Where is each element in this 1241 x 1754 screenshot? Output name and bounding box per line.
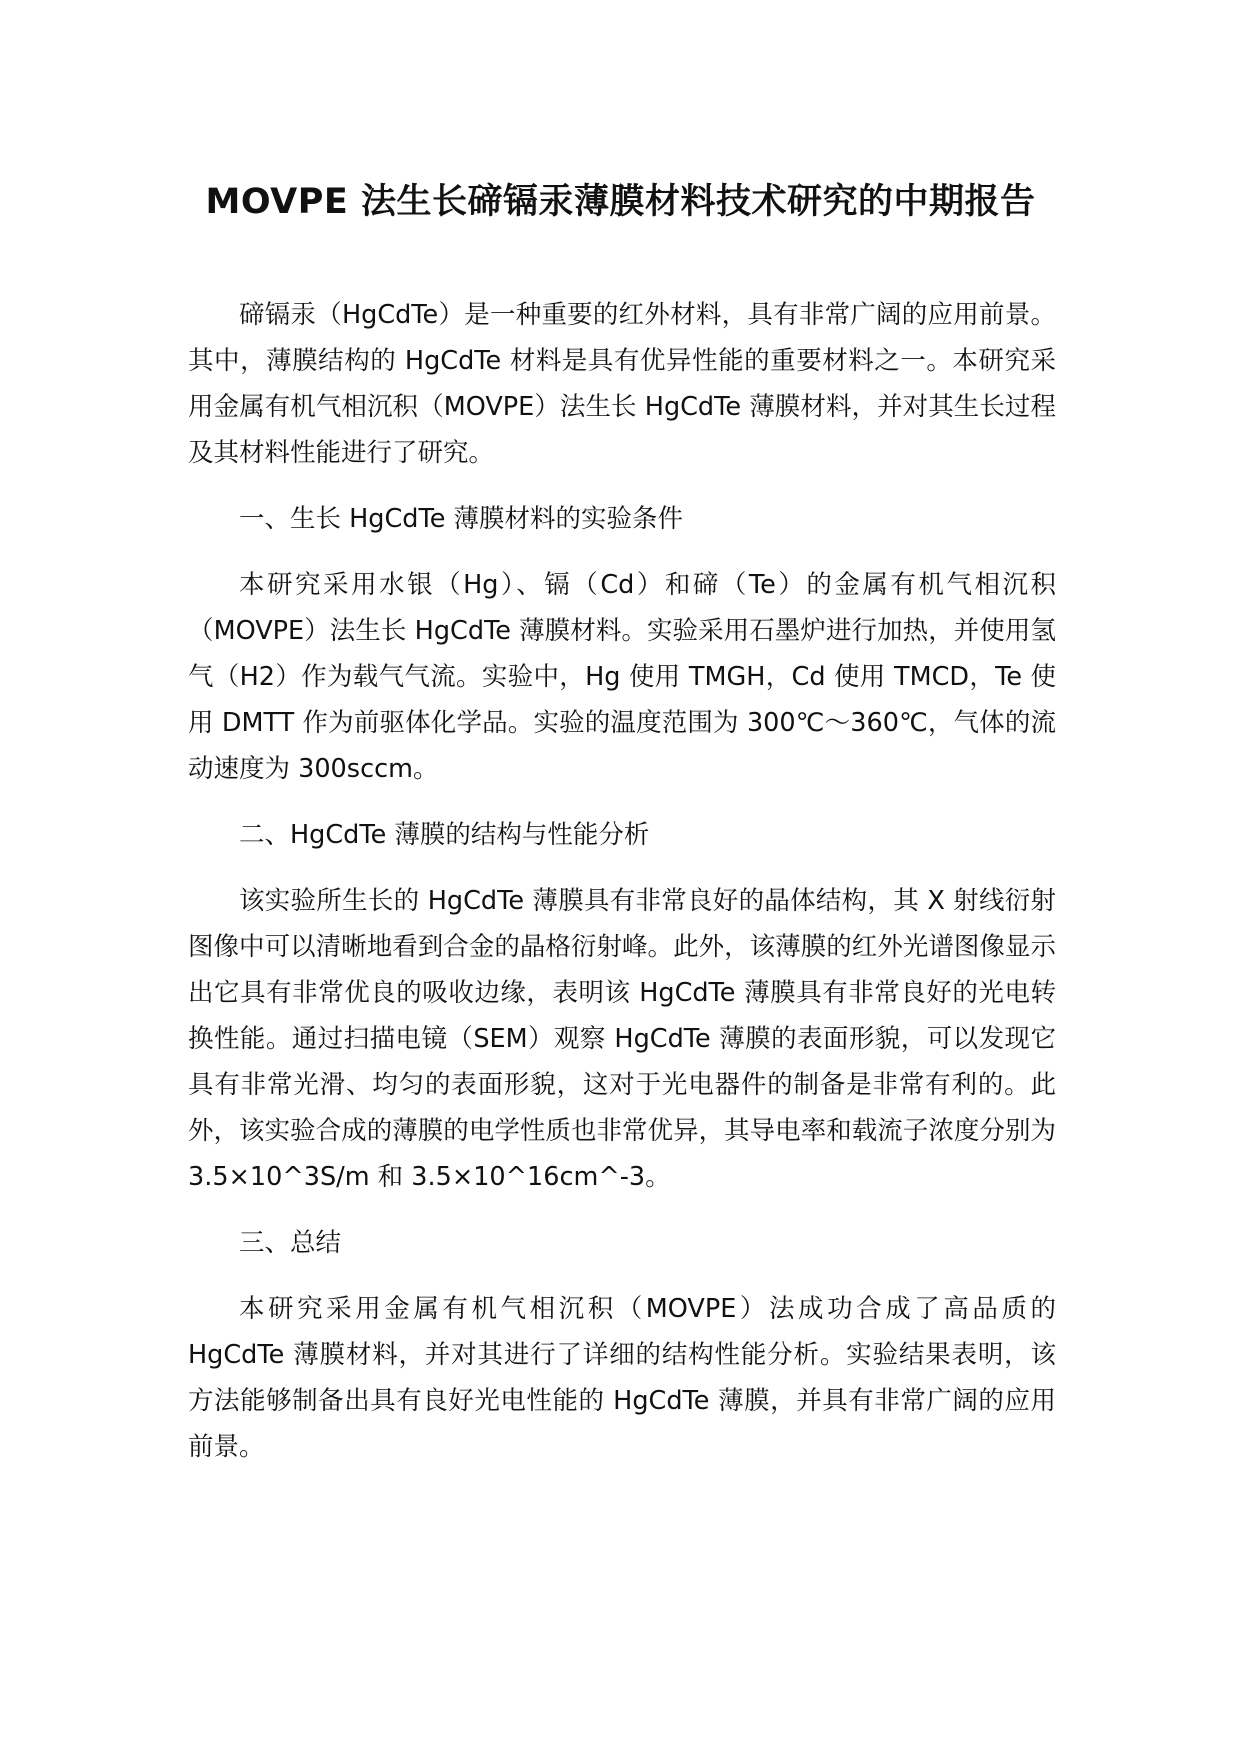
document-body — [188, 292, 1056, 1490]
document-title: MOVPE 法生长碲镉汞薄膜材料技术研究的中期报告 — [205, 182, 1036, 222]
section-body-2: 该实验所生长的 HgCdTe 薄膜具有非常良好的晶体结构，其 X 射线衍射图像中可以清晰地看到合金的晶格衍射峰。此外，该薄膜的红外光谱图像显示出它具有非常优良的吸收边缘，表明该 HgCdTe 薄膜具有非常良好的光电转换性能。通过扫描电镜（SEM）观察 HgCdTe 薄膜的表面形貌，可以发现它具有非常光滑、均匀的表面形貌，这对于光电器件的制备是非常有利的。此外，该实验合成的薄膜的电学性质也非常优异，其导电率和载流子浓度分别为 3.5×10^3S/m 和 3.5×10^16cm^-3。 — [188, 886, 1056, 1192]
intro-paragraph: 碲镉汞（HgCdTe）是一种重要的红外材料，具有非常广阔的应用前景。其中，薄膜结构的 HgCdTe 材料是具有优异性能的重要材料之一。本研究采用金属有机气相沉积（MOVPE）法生长 HgCdTe 薄膜材料，并对其生长过程及其材料性能进行了研究。 — [188, 300, 1056, 468]
section-body-1: 本研究采用水银（Hg）、镉（Cd）和碲（Te）的金属有机气相沉积（MOVPE）法生长 HgCdTe 薄膜材料。实验采用石墨炉进行加热，并使用氢气（H2）作为载气气流。实验中，Hg 使用 TMGH，Cd 使用 TMCD，Te 使用 DMTT 作为前驱体化学品。实验的温度范围为 300℃～360℃，气体的流动速度为 300sccm。 — [188, 570, 1056, 784]
section-body-3: 本研究采用金属有机气相沉积（MOVPE）法成功合成了高品质的 HgCdTe 薄膜材料，并对其进行了详细的结构性能分析。实验结果表明，该方法能够制备出具有良好光电性能的 HgCdTe 薄膜，并具有非常广阔的应用前景。 — [188, 1294, 1056, 1462]
section-heading-2: 二、HgCdTe 薄膜的结构与性能分析 — [239, 820, 650, 850]
section-heading-1: 一、生长 HgCdTe 薄膜材料的实验条件 — [239, 504, 683, 534]
section-heading-3: 三、总结 — [239, 1228, 342, 1258]
